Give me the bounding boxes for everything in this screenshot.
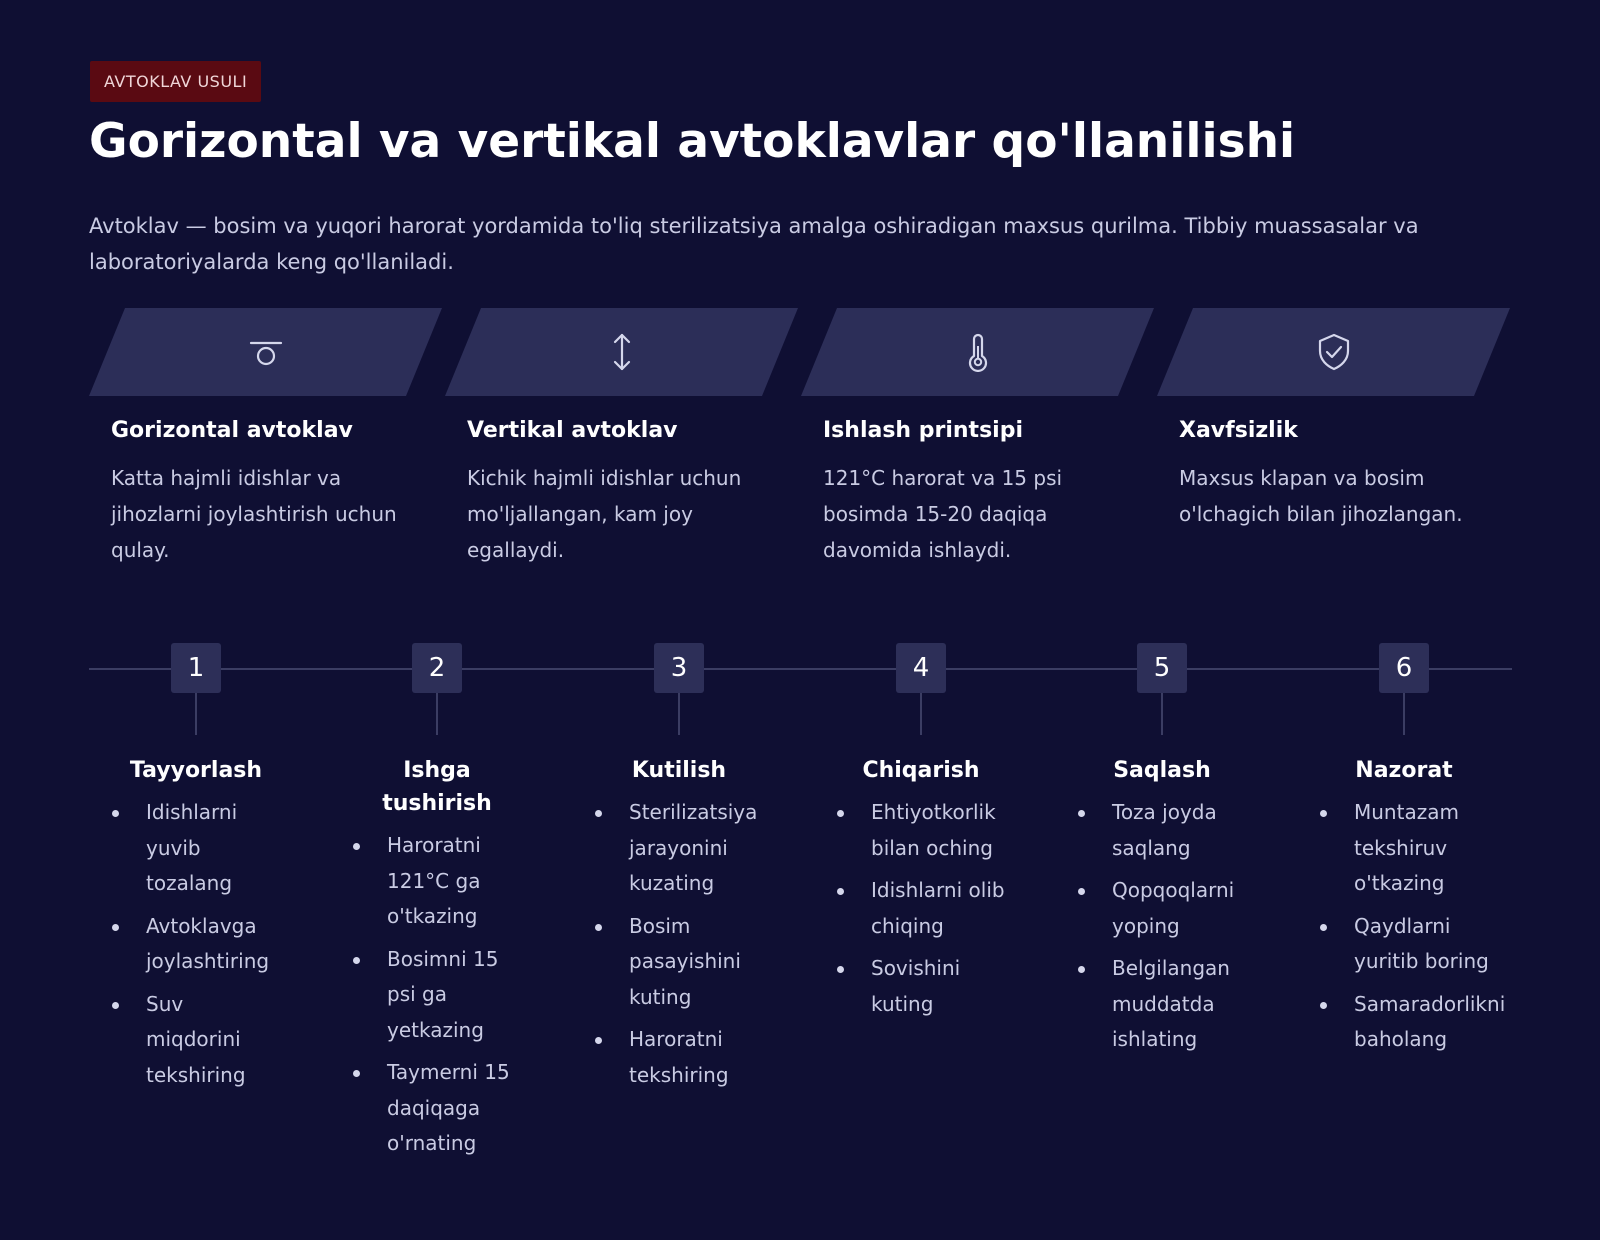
list-item: Belgilangan muddatda ishlating	[1075, 951, 1250, 1058]
list-item: Sovishini kuting	[834, 951, 1009, 1022]
step-number: 6	[1379, 643, 1429, 693]
list-item: Sterilizatsiya jarayonini kuzating	[592, 795, 767, 902]
card-text: Katta hajmli idishlar va jihozlarni joylashtirish uchun qulay.	[111, 466, 397, 562]
step-number: 1	[171, 643, 221, 693]
step-connector	[1161, 693, 1163, 735]
step-number: 3	[654, 643, 704, 693]
card-horizontal	[89, 308, 442, 562]
process-timeline	[0, 640, 1600, 1240]
card-title: Xavfsizlik	[1179, 418, 1298, 443]
step-number: 4	[896, 643, 946, 693]
card-banner	[89, 308, 442, 396]
card-banner	[445, 308, 798, 396]
feature-cards	[0, 308, 1600, 578]
list-item: Idishlarni olib chiqing	[834, 873, 1009, 944]
list-item: Haroratni tekshiring	[592, 1022, 767, 1093]
list-item: Qaydlarni yuritib boring	[1317, 909, 1492, 980]
vertical-arrows-icon	[602, 332, 642, 372]
card-vertical	[445, 308, 798, 562]
category-tag: AVTOKLAV USULI	[90, 61, 261, 102]
card-banner	[1157, 308, 1510, 396]
timeline-line	[89, 668, 1512, 670]
card-text: 121°C harorat va 15 psi bosimda 15-20 daqiqa davomida ishlaydi.	[823, 466, 1063, 562]
step-connector	[195, 693, 197, 735]
horizontal-autoclave-icon	[246, 332, 286, 372]
card-title: Gorizontal avtoklav	[111, 418, 353, 443]
step-connector	[436, 693, 438, 735]
list-item: Qopqoqlarni yoping	[1075, 873, 1250, 944]
thermometer-icon	[958, 332, 998, 372]
card-text: Kichik hajmli idishlar uchun mo'ljallangan, kam joy egallaydi.	[467, 466, 742, 562]
step-list	[1075, 795, 1250, 1065]
list-item: Avtoklavga joylashtiring	[109, 909, 284, 980]
list-item: Suv miqdorini tekshiring	[109, 987, 284, 1094]
shield-check-icon	[1314, 332, 1354, 372]
page-title: Gorizontal va vertikal avtoklavlar qo'llanilishi	[89, 114, 1296, 169]
step-list	[350, 828, 525, 1169]
step-list	[1317, 795, 1506, 1065]
step-list	[109, 795, 284, 1100]
step-list	[834, 795, 1009, 1029]
card-title: Vertikal avtoklav	[467, 418, 678, 443]
card-banner	[801, 308, 1154, 396]
list-item: Ehtiyotkorlik bilan oching	[834, 795, 1009, 866]
card-title: Ishlash printsipi	[823, 418, 1023, 443]
step-connector	[1403, 693, 1405, 735]
step-title: Tayyorlash	[129, 758, 263, 783]
step-title: Chiqarish	[862, 758, 980, 783]
step-connector	[678, 693, 680, 735]
intro-text: Avtoklav — bosim va yuqori harorat yordamida to'liq sterilizatsiya amalga oshiradigan maxsus qurilma. Tibbiy muassasalar va laboratoriyalarda keng qo'llaniladi.	[89, 214, 1419, 274]
step-title: Saqlash	[1113, 758, 1211, 783]
step-connector	[920, 693, 922, 735]
list-item: Haroratni 121°C ga o'tkazing	[350, 828, 525, 935]
list-item: Muntazam tekshiruv o'tkazing	[1317, 795, 1492, 902]
list-item: Taymerni 15 daqiqaga o'rnating	[350, 1055, 525, 1162]
step-number: 5	[1137, 643, 1187, 693]
step-title: Nazorat	[1355, 758, 1453, 783]
list-item: Idishlarni yuvib tozalang	[109, 795, 284, 902]
list-item: Toza joyda saqlang	[1075, 795, 1250, 866]
list-item: Samaradorlikni baholang	[1317, 987, 1492, 1058]
card-principle	[801, 308, 1154, 562]
step-title: Ishga tushirish	[382, 758, 492, 816]
step-list	[592, 795, 767, 1100]
list-item: Bosimni 15 psi ga yetkazing	[350, 942, 525, 1049]
step-title: Kutilish	[631, 758, 727, 783]
card-text: Maxsus klapan va bosim o'lchagich bilan jihozlangan.	[1179, 466, 1463, 526]
list-item: Bosim pasayishini kuting	[592, 909, 767, 1016]
step-number: 2	[412, 643, 462, 693]
card-safety	[1157, 308, 1510, 526]
